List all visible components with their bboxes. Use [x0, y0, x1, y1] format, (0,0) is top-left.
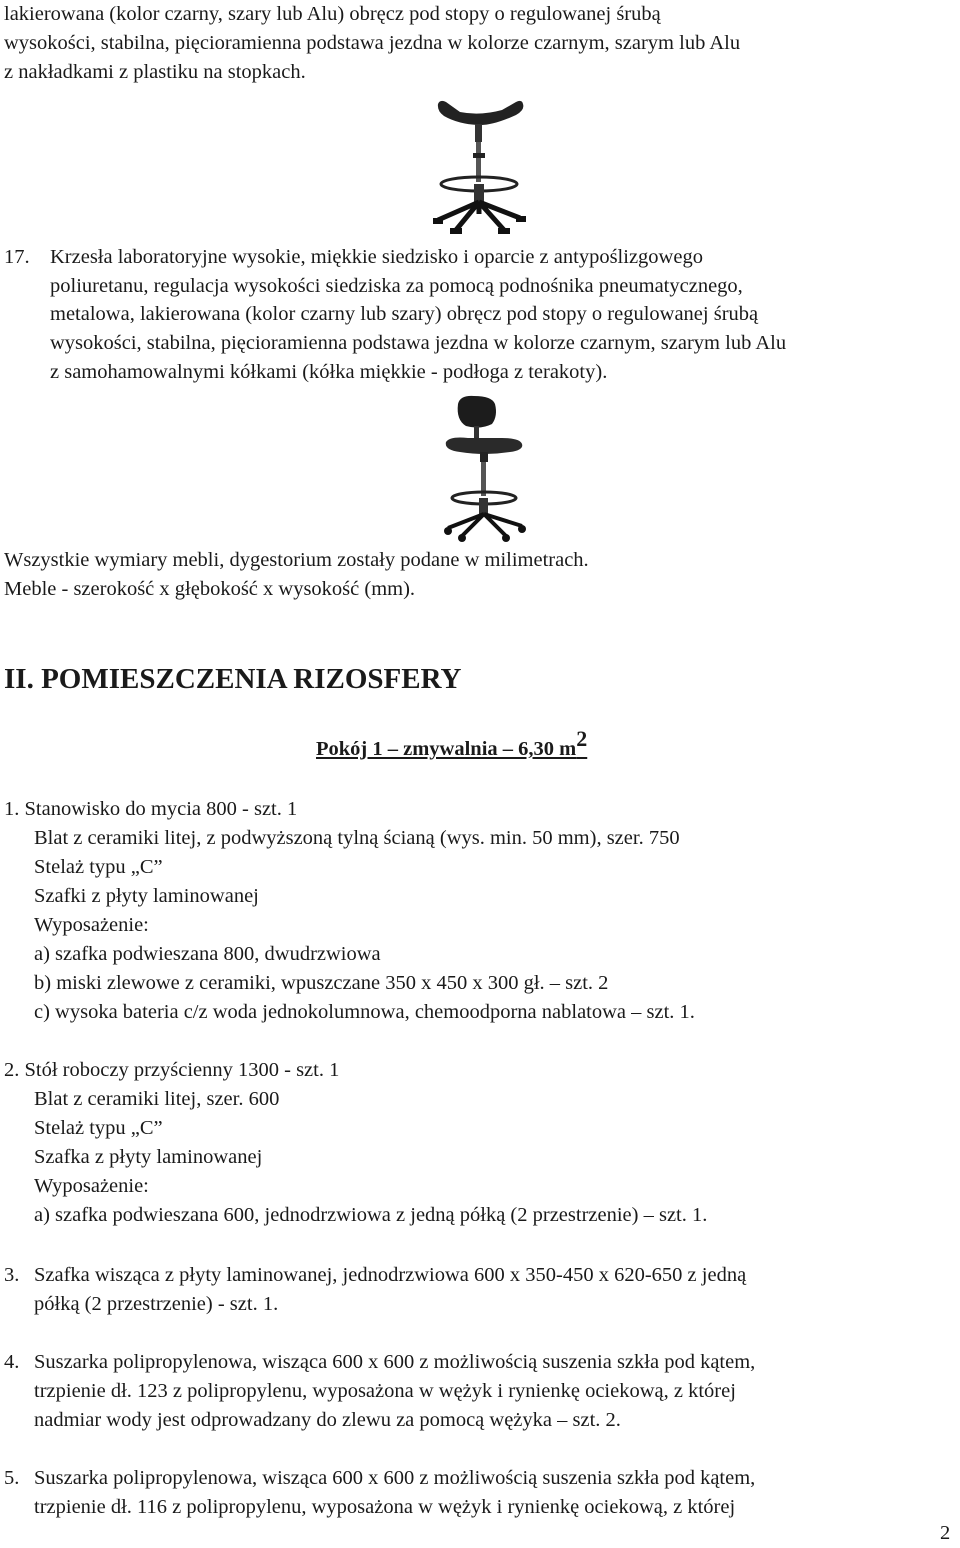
intro-line: z nakładkami z plastiku na stopkach. — [4, 61, 306, 83]
item-line: Suszarka polipropylenowa, wisząca 600 x 600 z możliwością suszenia szkła pod kątem, — [34, 1467, 756, 1489]
room-unit-superscript: 2 — [576, 726, 588, 751]
page-number: 2 — [940, 1522, 951, 1544]
item-line: Blat z ceramiki litej, z podwyższoną tylną ścianą (wys. min. 50 mm), szer. 750 — [34, 827, 680, 849]
item-17-line: metalowa, lakierowana (kolor czarny lub szary) obręcz pod stopy o regulowanej śrubą — [50, 303, 759, 325]
room-title — [316, 726, 588, 764]
section-heading: II. POMIESZCZENIA RIZOSFERY — [4, 663, 462, 695]
item-line: trzpienie dł. 123 z polipropylenu, wyposażona w wężyk i rynienkę ociekową, z której — [34, 1380, 736, 1402]
item-title: 2. Stół roboczy przyścienny 1300 - szt. 1 — [4, 1059, 340, 1081]
item-number: 4. — [4, 1351, 20, 1373]
note-line: Wszystkie wymiary mebli, dygestorium zostały podane w milimetrach. — [4, 549, 589, 571]
item-line: b) miski zlewowe z ceramiki, wpuszczane 350 x 450 x 300 gł. – szt. 2 — [34, 972, 609, 994]
item-line: Stelaż typu „C” — [34, 1117, 163, 1139]
item-line: Stelaż typu „C” — [34, 856, 163, 878]
item-17-line: wysokości, stabilna, pięcioramienna podstawa jezdna w kolorze czarnym, szarym lub Alu — [50, 332, 787, 354]
item-17-line: poliuretanu, regulacja wysokości siedziska za pomocą podnośnika pneumatycznego, — [50, 275, 743, 297]
item-17-line: z samohamowalnymi kółkami (kółka miękkie - podłoga z terakoty). — [50, 361, 608, 383]
lab-stool-image — [430, 98, 530, 236]
item-line: a) szafka podwieszana 600, jednodrzwiowa z jedną półką (2 przestrzenie) – szt. 1. — [34, 1204, 708, 1226]
note-line: Meble - szerokość x głębokość x wysokość (mm). — [4, 578, 416, 600]
item-line: trzpienie dł. 116 z polipropylenu, wyposażona w wężyk i rynienkę ociekową, z której — [34, 1496, 736, 1518]
item-number: 5. — [4, 1467, 20, 1489]
item-line: nadmiar wody jest odprowadzany do zlewu za pomocą wężyka – szt. 2. — [34, 1409, 621, 1431]
item-line: Szafki z płyty laminowanej — [34, 885, 259, 907]
item-17-line: Krzesła laboratoryjne wysokie, miękkie siedzisko i oparcie z antypoślizgowego — [50, 246, 703, 268]
item-line: Suszarka polipropylenowa, wisząca 600 x 600 z możliwością suszenia szkła pod kątem, — [34, 1351, 756, 1373]
lab-chair-image — [440, 394, 530, 542]
item-line: Wyposażenie: — [34, 914, 149, 936]
item-line: Szafka z płyty laminowanej — [34, 1146, 263, 1168]
item-line: c) wysoka bateria c/z woda jednokolumnowa, chemoodporna nablatowa – szt. 1. — [34, 1001, 695, 1023]
intro-line: wysokości, stabilna, pięcioramienna podstawa jezdna w kolorze czarnym, szarym lub Alu — [4, 32, 741, 54]
item-line: Wyposażenie: — [34, 1175, 149, 1197]
item-line: Blat z ceramiki litej, szer. 600 — [34, 1088, 280, 1110]
item-title: 1. Stanowisko do mycia 800 - szt. 1 — [4, 798, 298, 820]
item-line: a) szafka podwieszana 800, dwudrzwiowa — [34, 943, 381, 965]
item-line: półką (2 przestrzenie) - szt. 1. — [34, 1293, 279, 1315]
item-number: 17. — [4, 246, 30, 268]
intro-line: lakierowana (kolor czarny, szary lub Alu) obręcz pod stopy o regulowanej śrubą — [4, 3, 661, 25]
room-title-text: Pokój 1 – zmywalnia – 6,30 m — [316, 738, 577, 760]
item-number: 3. — [4, 1264, 20, 1286]
item-line: Szafka wisząca z płyty laminowanej, jednodrzwiowa 600 x 350-450 x 620-650 z jedną — [34, 1264, 747, 1286]
